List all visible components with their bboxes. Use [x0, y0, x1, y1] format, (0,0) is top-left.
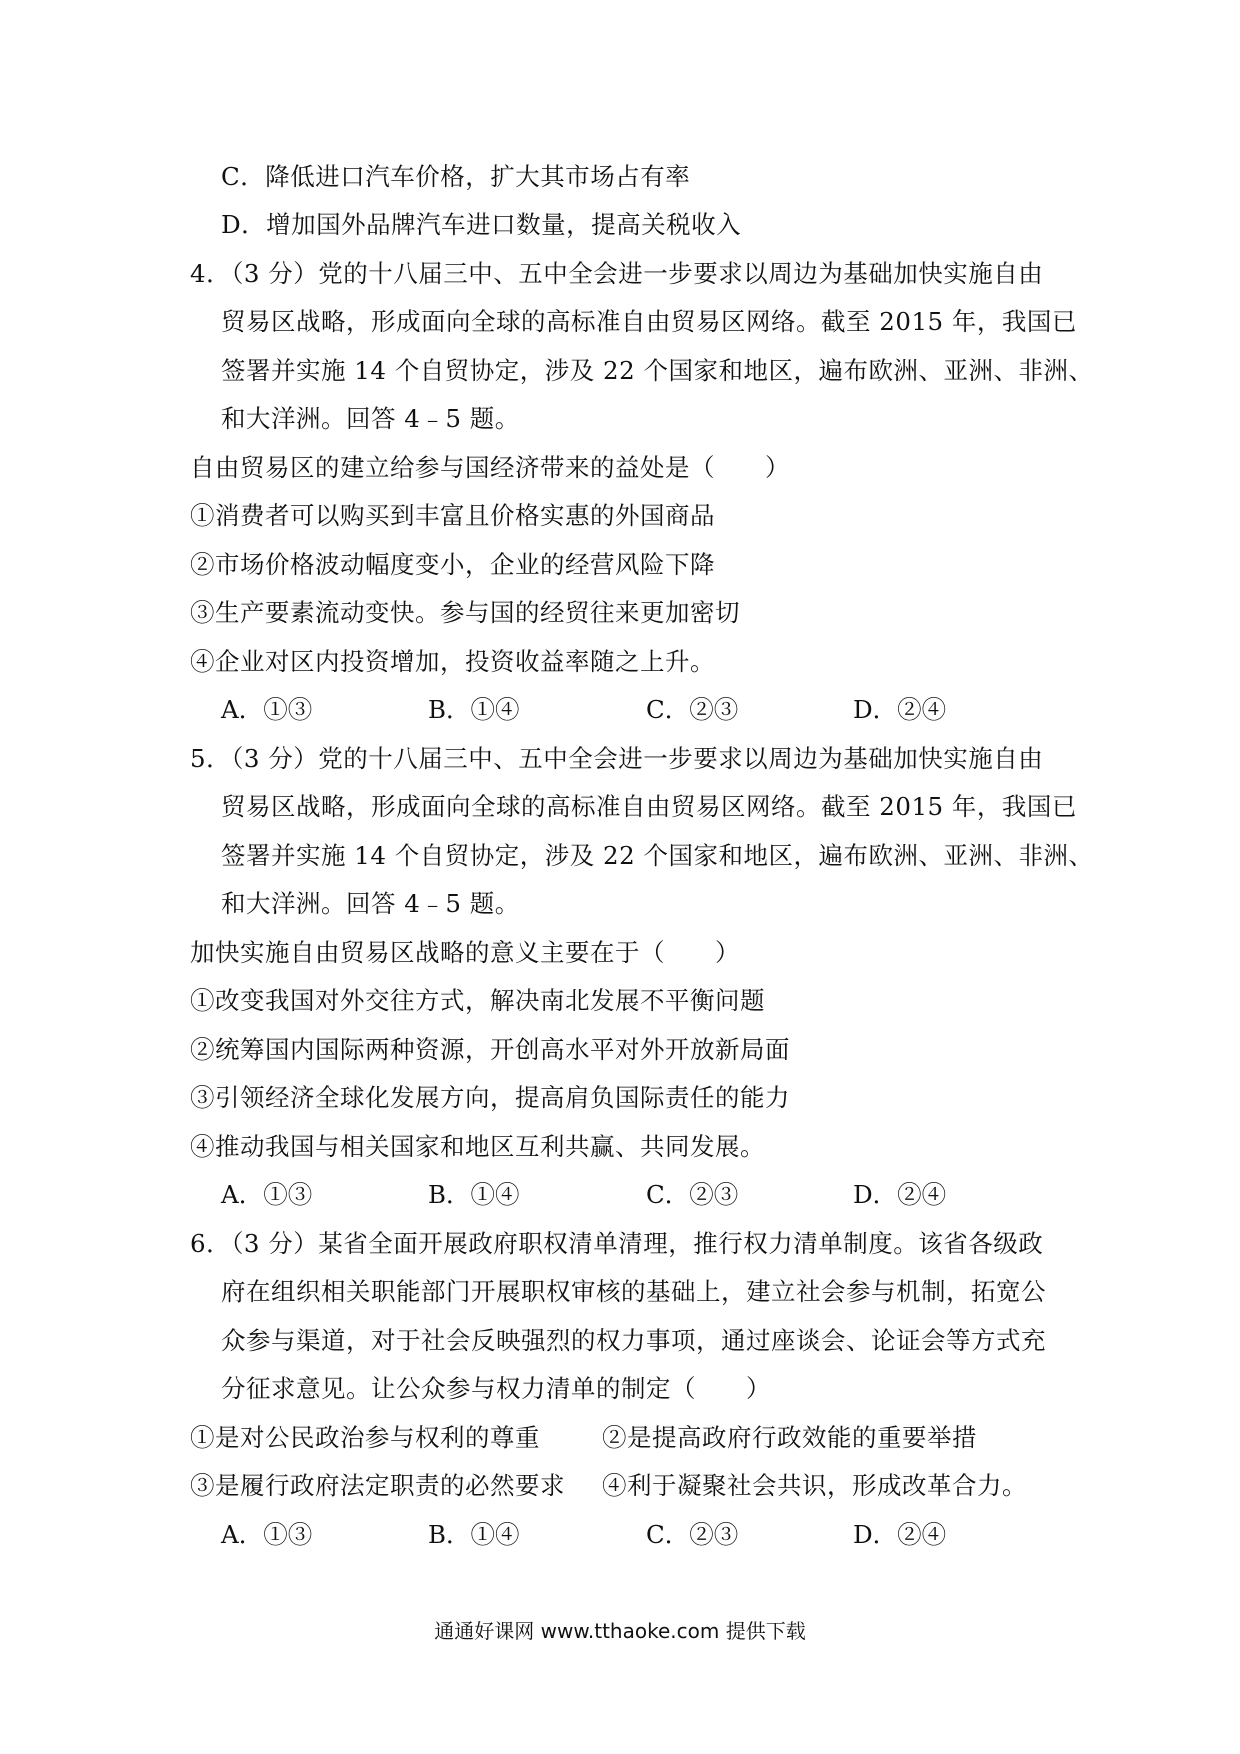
q4-question: 自由贸易区的建立给参与国经济带来的益处是（ ） [190, 453, 790, 482]
q6-item-4: ④利于凝聚社会共识，形成改革合力。 [602, 1471, 1027, 1500]
q4-item-1: ①消费者可以购买到丰富且价格实惠的外国商品 [190, 501, 715, 530]
q6-item-1: ①是对公民政治参与权利的尊重 [190, 1423, 540, 1452]
q5-stem-line-4: 和大洋洲。回答 4﹣5 题。 [221, 889, 520, 918]
q6-stem-line-3: 众参与渠道，对于社会反映强烈的权力事项，通过座谈会、论证会等方式充 [221, 1326, 1046, 1355]
page-footer: 通通好课网 www.tthaoke.com 提供下载 [434, 1619, 806, 1643]
q5-question: 加快实施自由贸易区战略的意义主要在于（ ） [190, 938, 740, 967]
q4-item-3: ③生产要素流动变快。参与国的经贸往来更加密切 [190, 598, 740, 627]
q3-option-c: C．降低进口汽车价格，扩大其市场占有率 [221, 162, 691, 191]
q4-item-4: ④企业对区内投资增加，投资收益率随之上升。 [190, 647, 715, 676]
q5-item-3: ③引领经济全球化发展方向，提高肩负国际责任的能力 [190, 1083, 790, 1112]
q4-stem-line-3: 签署并实施 14 个自贸协定，涉及 22 个国家和地区，遍布欧洲、亚洲、非洲、 [221, 356, 1094, 385]
q5-item-2: ②统筹国内国际两种资源，开创高水平对外开放新局面 [190, 1035, 790, 1064]
q4-option-b: B．①④ [428, 695, 520, 724]
q5-stem-line-1: 5．（3 分）党的十八届三中、五中全会进一步要求以周边为基础加快实施自由 [190, 744, 1044, 773]
q6-option-b: B．①④ [428, 1520, 520, 1549]
q5-stem-line-2: 贸易区战略，形成面向全球的高标准自由贸易区网络。截至 2015 年，我国已 [221, 792, 1077, 821]
q3-option-d: D．增加国外品牌汽车进口数量，提高关税收入 [221, 210, 742, 239]
q6-item-2: ②是提高政府行政效能的重要举措 [602, 1423, 977, 1452]
q6-option-a: A．①③ [221, 1520, 313, 1549]
q5-option-d: D．②④ [853, 1180, 947, 1209]
q6-option-c: C．②③ [646, 1520, 739, 1549]
q4-stem-line-4: 和大洋洲。回答 4﹣5 题。 [221, 404, 520, 433]
q5-option-c: C．②③ [646, 1180, 739, 1209]
q4-option-a: A．①③ [221, 695, 313, 724]
q5-option-a: A．①③ [221, 1180, 313, 1209]
q5-option-b: B．①④ [428, 1180, 520, 1209]
q5-stem-line-3: 签署并实施 14 个自贸协定，涉及 22 个国家和地区，遍布欧洲、亚洲、非洲、 [221, 841, 1094, 870]
q6-stem-line-1: 6．（3 分）某省全面开展政府职权清单清理，推行权力清单制度。该省各级政 [190, 1229, 1044, 1258]
q4-stem-line-1: 4．（3 分）党的十八届三中、五中全会进一步要求以周边为基础加快实施自由 [190, 259, 1044, 288]
q4-stem-line-2: 贸易区战略，形成面向全球的高标准自由贸易区网络。截至 2015 年，我国已 [221, 307, 1077, 336]
q5-item-1: ①改变我国对外交往方式，解决南北发展不平衡问题 [190, 986, 765, 1015]
q6-option-d: D．②④ [853, 1520, 947, 1549]
q6-stem-line-2: 府在组织相关职能部门开展职权审核的基础上，建立社会参与机制，拓宽公 [221, 1277, 1046, 1306]
q4-item-2: ②市场价格波动幅度变小，企业的经营风险下降 [190, 550, 715, 579]
q6-item-3: ③是履行政府法定职责的必然要求 [190, 1471, 565, 1500]
q6-stem-line-4: 分征求意见。让公众参与权力清单的制定（ ） [221, 1374, 771, 1403]
q4-option-c: C．②③ [646, 695, 739, 724]
q4-option-d: D．②④ [853, 695, 947, 724]
q5-item-4: ④推动我国与相关国家和地区互利共赢、共同发展。 [190, 1132, 765, 1161]
